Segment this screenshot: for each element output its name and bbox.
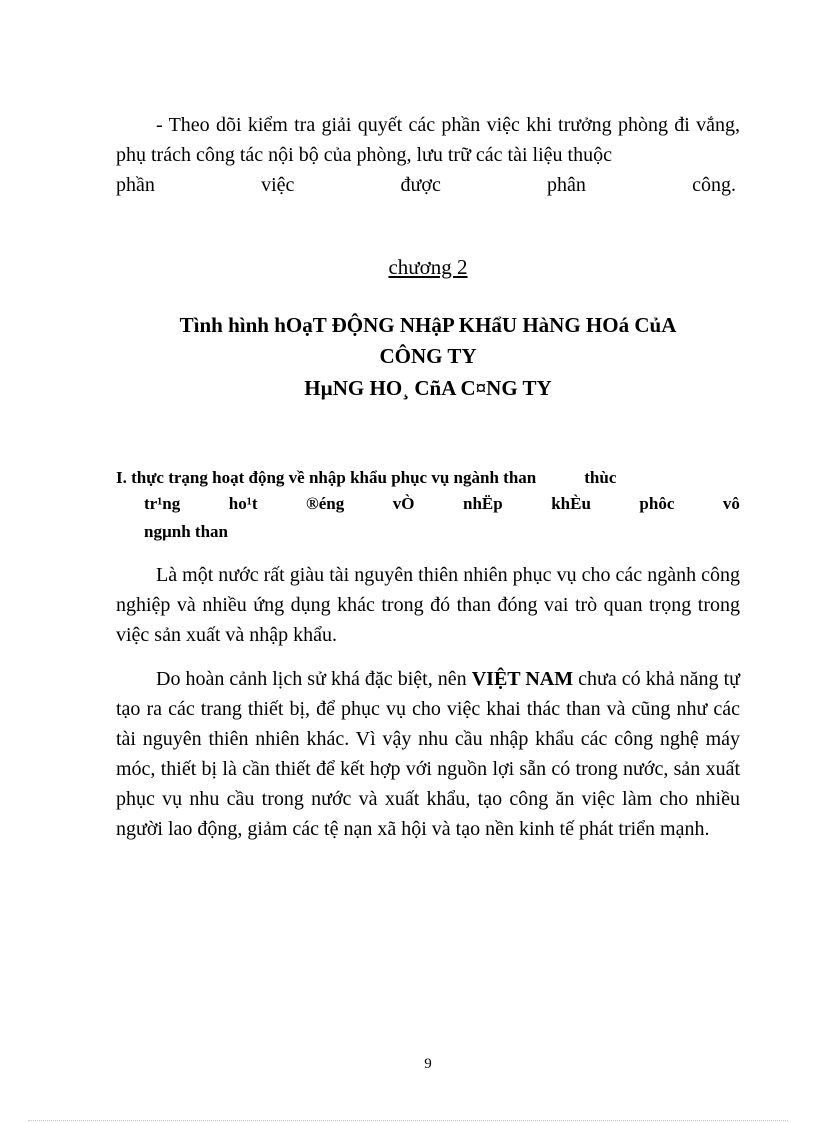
garbled-word: vÒ bbox=[392, 494, 415, 513]
word: công. bbox=[692, 174, 736, 196]
chapter-title-line-3: HµNG HO¸ CñA C¤NG TY bbox=[304, 376, 552, 400]
garbled-word: phôc bbox=[639, 494, 675, 513]
word: phần bbox=[116, 174, 155, 196]
word: được bbox=[400, 174, 441, 196]
garbled-word: ®éng bbox=[306, 494, 345, 513]
word: việc bbox=[261, 174, 295, 196]
paragraph-1-last-line bbox=[116, 170, 736, 200]
section-heading-part-1: I. thực trạng hoạt động về nhập khẩu phục vụ ngành than bbox=[116, 468, 537, 487]
garbled-word: nhËp bbox=[462, 494, 503, 513]
section-heading-part-2: thùc bbox=[584, 468, 617, 487]
garbled-word: tr¹ng bbox=[144, 494, 181, 513]
paragraph-2: Là một nước rất giàu tài nguyên thiên nhiên phục vụ cho các ngành công nghiệp và nhiều ứng dụng khác trong đó than đóng vai trò quan trọng trong việc sản xuất và nhập khẩu. bbox=[116, 564, 740, 646]
garbled-word: khÈu bbox=[551, 494, 591, 513]
paragraph-3-rest: chưa có khả năng tự tạo ra các trang thiết bị, để phục vụ cho việc khai thác than và cũng như các tài nguyên thiên nhiên khác. Vì vậy nhu cầu nhập khẩu các công nghệ máy móc, thiết bị là cần thiết để kết hợp với nguồn lợi sẵn có trong nước, sản xuất phục vụ nhu cầu trong nước và xuất khẩu, tạo công ăn việc làm cho nhiều người lao động, giảm các tệ nạn xã hội và tạo nền kinh tế phát triển mạnh. bbox=[116, 668, 741, 840]
page-bottom-rule bbox=[28, 1120, 788, 1121]
country-name: VIỆT NAM bbox=[471, 668, 574, 690]
garbled-word: ho¹t bbox=[228, 494, 258, 513]
chapter-label: chương 2 bbox=[388, 255, 468, 279]
word: phân bbox=[547, 174, 586, 196]
paragraph-1: - Theo dõi kiểm tra giải quyết các phần việc khi trưởng phòng đi vắng, phụ trách công tác nội bộ của phòng, lưu trữ các tài liệu thuộc bbox=[116, 114, 740, 166]
page-number: 9 bbox=[424, 1056, 432, 1072]
section-heading-garbled-last: ngµnh than bbox=[144, 522, 228, 541]
chapter-title-line-2: CÔNG TY bbox=[379, 344, 477, 368]
paragraph-3-start: Do hoàn cảnh lịch sử khá đặc biệt, nên bbox=[156, 668, 472, 690]
garbled-word: vô bbox=[722, 494, 740, 513]
section-heading-garbled-line bbox=[144, 490, 740, 518]
section-heading bbox=[116, 464, 740, 492]
paragraph-3 bbox=[116, 664, 740, 844]
chapter-title-line-1: Tình hình hOạT ĐỘNG NHậP KHẩU HàNG HOá CủA bbox=[179, 313, 677, 337]
